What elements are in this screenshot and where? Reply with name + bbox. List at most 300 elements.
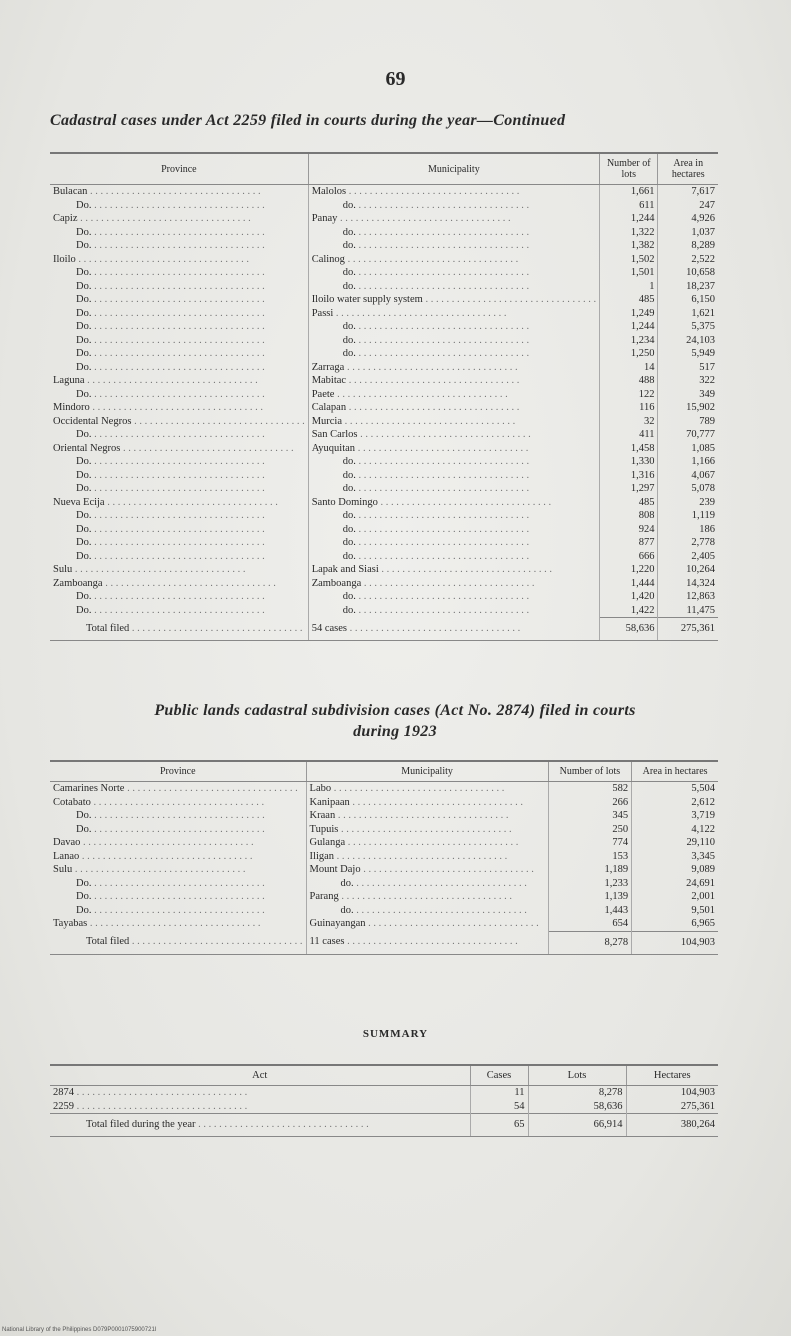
province-cell-text: Tayabas . . .	[53, 918, 261, 929]
lots-cell-text: 1,502	[630, 253, 655, 265]
act-cell-text: 2874 . . .	[53, 1087, 247, 1098]
lots-cell-text: 1,189	[604, 864, 629, 875]
lots-cell	[600, 590, 658, 604]
area-cell-text: 7,617	[691, 186, 715, 197]
total-province-cell-text: Total filed . . .	[86, 936, 303, 947]
area-cell	[658, 482, 718, 496]
hectares-cell-text: 275,361	[680, 1100, 715, 1112]
province-cell-text: Nueva Ecija . . .	[53, 497, 278, 508]
municipality-cell-text: Kanipaan . . .	[310, 797, 523, 808]
table-row	[50, 361, 718, 375]
province-cell	[50, 523, 308, 537]
lots-cell	[600, 577, 658, 591]
table-row	[50, 226, 718, 240]
province-cell-text: Davao . . .	[53, 837, 254, 848]
area-cell-text: 2,612	[691, 796, 715, 808]
table-row	[50, 455, 718, 469]
area-cell	[658, 509, 718, 523]
area-cell	[658, 280, 718, 294]
area-cell	[632, 850, 718, 864]
municipality-cell	[308, 253, 599, 267]
province-cell-text: Do. . . .	[76, 591, 265, 602]
municipality-cell-text: do. . . .	[343, 510, 529, 521]
area-cell-text: 12,863	[686, 591, 715, 602]
municipality-cell-text: Zamboanga . . .	[312, 578, 535, 589]
hectares-cell	[626, 1100, 718, 1114]
hectares-cell-text: 104,903	[680, 1087, 715, 1098]
municipality-cell-text: Calinog . . .	[312, 254, 519, 265]
total-lots-cell	[528, 1114, 626, 1137]
province-cell	[50, 782, 306, 796]
summary-table	[50, 1064, 718, 1137]
municipality-cell	[308, 523, 599, 537]
lots-cell	[548, 836, 632, 850]
municipality-cell-text: do. . . .	[343, 605, 529, 616]
province-cell-text: Do. . . .	[76, 551, 265, 562]
area-cell-text: 5,375	[691, 321, 715, 332]
province-cell-text: Iloilo . . .	[53, 254, 249, 265]
lots-cell-text: 654	[612, 918, 629, 929]
area-cell-text: 1,119	[691, 510, 715, 521]
col-header-hectares: Hectares	[626, 1065, 718, 1086]
municipality-cell-text: do. . . .	[343, 524, 529, 535]
province-cell-text: Capiz . . .	[53, 213, 251, 224]
area-cell	[658, 199, 718, 213]
municipality-cell-text: Mabitac . . .	[312, 375, 520, 386]
municipality-cell-text: do. . . .	[341, 905, 527, 916]
municipality-cell-text: Lapak and Siasi . . .	[312, 564, 552, 575]
lots-cell-text: 1,250	[630, 348, 655, 359]
lots-cell-text: 924	[638, 523, 655, 535]
lots-cell-text: 877	[638, 537, 655, 548]
table-row	[50, 496, 718, 510]
area-cell-text: 10,658	[686, 267, 715, 278]
municipality-cell	[308, 226, 599, 240]
province-cell	[50, 536, 308, 550]
area-cell-text: 789	[699, 415, 715, 427]
lots-cell	[528, 1086, 626, 1100]
municipality-cell	[306, 796, 548, 810]
table-row	[50, 577, 718, 591]
province-cell	[50, 823, 306, 837]
area-cell	[658, 523, 718, 537]
municipality-cell	[308, 199, 599, 213]
lots-cell-text: 808	[638, 510, 655, 521]
subdivision-table	[50, 760, 718, 955]
table-row	[50, 239, 718, 253]
lots-cell-text: 345	[612, 810, 629, 821]
lots-cell-text: 122	[638, 388, 655, 400]
lots-cell-text: 582	[612, 783, 629, 794]
municipality-cell-text: Calapan . . .	[312, 402, 520, 413]
table-row	[50, 401, 718, 415]
col-header-cases: Cases	[470, 1065, 528, 1086]
province-cell	[50, 550, 308, 564]
cases-cell	[470, 1086, 528, 1100]
province-cell	[50, 307, 308, 321]
table-row	[50, 307, 718, 321]
municipality-cell	[308, 428, 599, 442]
area-cell-text: 11,475	[686, 604, 715, 616]
province-cell-text: Camarines Norte . . .	[53, 783, 298, 794]
municipality-cell	[308, 212, 599, 226]
library-footer: National Library of the Philippines D079P0001075900721I	[2, 1327, 157, 1333]
lots-cell	[600, 563, 658, 577]
table-row	[50, 590, 718, 604]
province-cell-text: Bulacan . . .	[53, 186, 261, 197]
province-cell-text: Do. . . .	[76, 605, 265, 616]
total-cases-cell	[470, 1114, 528, 1137]
province-cell-text: Lanao . . .	[53, 851, 253, 862]
lots-cell	[548, 917, 632, 931]
province-cell	[50, 604, 308, 618]
municipality-cell	[308, 509, 599, 523]
area-cell-text: 5,078	[691, 483, 715, 494]
area-cell	[658, 388, 718, 402]
municipality-cell-text: do. . . .	[343, 335, 529, 346]
municipality-cell-text: do. . . .	[343, 281, 529, 292]
municipality-cell	[306, 863, 548, 877]
area-cell	[658, 604, 718, 618]
province-cell	[50, 253, 308, 267]
lots-cell-text: 116	[639, 402, 655, 413]
lots-cell-text: 1,661	[630, 186, 655, 197]
lots-cell	[600, 374, 658, 388]
lots-cell-text: 411	[639, 429, 655, 440]
lots-cell-text: 58,636	[593, 1100, 623, 1112]
province-cell	[50, 239, 308, 253]
municipality-cell	[308, 185, 599, 199]
province-cell	[50, 917, 306, 931]
lots-cell-text: 1	[649, 280, 655, 292]
table-row	[50, 482, 718, 496]
municipality-cell	[308, 388, 599, 402]
province-cell	[50, 293, 308, 307]
municipality-cell	[306, 809, 548, 823]
province-cell	[50, 185, 308, 199]
table-row	[50, 266, 718, 280]
municipality-cell-text: do. . . .	[343, 483, 529, 494]
municipality-cell	[306, 890, 548, 904]
lots-cell	[600, 469, 658, 483]
municipality-cell	[306, 782, 548, 796]
area-cell-text: 9,501	[691, 904, 715, 916]
lots-cell-text: 1,244	[630, 321, 655, 332]
area-cell	[658, 212, 718, 226]
lots-cell	[600, 442, 658, 456]
province-cell	[50, 334, 308, 348]
municipality-cell-text: Iligan . . .	[310, 851, 508, 862]
province-cell	[50, 455, 308, 469]
lots-cell-text: 32	[643, 415, 655, 427]
municipality-cell-text: Iloilo water supply system . . .	[312, 294, 596, 305]
lots-cell	[600, 482, 658, 496]
province-cell-text: Do. . . .	[76, 470, 265, 481]
province-cell-text: Do. . . .	[76, 335, 265, 346]
municipality-cell	[306, 877, 548, 891]
municipality-cell-text: Santo Domingo . . .	[312, 497, 551, 508]
area-cell-text: 1,037	[691, 226, 715, 238]
area-cell	[658, 239, 718, 253]
lots-cell	[600, 293, 658, 307]
summary-table-section	[50, 1064, 718, 1137]
total-province-cell-text: Total filed . . .	[86, 623, 303, 634]
lots-cell	[600, 320, 658, 334]
table-row	[50, 836, 718, 850]
province-cell	[50, 388, 308, 402]
province-cell-text: Laguna . . .	[53, 375, 258, 386]
table-row	[50, 509, 718, 523]
cadastral-table-header	[50, 153, 718, 185]
total-row	[50, 931, 718, 954]
lots-cell-text: 1,382	[630, 240, 655, 251]
municipality-cell	[308, 536, 599, 550]
table-row	[50, 320, 718, 334]
cases-cell	[470, 1100, 528, 1114]
area-cell	[632, 863, 718, 877]
province-cell-text: Do. . . .	[76, 810, 265, 821]
area-cell	[632, 809, 718, 823]
table-row	[50, 334, 718, 348]
area-cell-text: 14,324	[686, 577, 715, 589]
province-cell-text: Do. . . .	[76, 456, 265, 467]
total-lots-cell-text: 66,914	[593, 1119, 623, 1130]
table-row	[50, 782, 718, 796]
total-row	[50, 618, 718, 641]
municipality-cell-text: do. . . .	[343, 591, 529, 602]
subdivision-title-line1: Public lands cadastral subdivision cases (Act No. 2874) filed in courts	[154, 702, 636, 719]
area-cell-text: 349	[699, 388, 715, 400]
area-cell-text: 9,089	[691, 864, 715, 875]
lots-cell-text: 1,422	[630, 604, 655, 616]
lots-cell	[600, 509, 658, 523]
table-row	[50, 523, 718, 537]
province-cell-text: Do. . . .	[76, 200, 265, 211]
area-cell-text: 24,691	[686, 877, 715, 889]
province-cell	[50, 482, 308, 496]
province-cell-text: Do. . . .	[76, 281, 265, 292]
area-cell-text: 186	[699, 523, 715, 535]
province-cell	[50, 361, 308, 375]
area-cell-text: 2,001	[691, 891, 715, 902]
lots-cell	[600, 550, 658, 564]
province-cell-text: Do. . . .	[76, 510, 265, 521]
area-cell	[658, 253, 718, 267]
area-cell-text: 8,289	[691, 240, 715, 251]
table-row	[50, 428, 718, 442]
col-header-lots: Lots	[528, 1065, 626, 1086]
lots-cell-text: 485	[638, 496, 655, 508]
province-cell	[50, 415, 308, 429]
municipality-cell-text: Murcia . . .	[312, 416, 516, 427]
municipality-cell	[308, 577, 599, 591]
municipality-cell-text: Kraan . . .	[310, 810, 509, 821]
lots-cell-text: 1,444	[630, 577, 655, 589]
subdivision-table-section	[50, 760, 718, 955]
table-row	[50, 550, 718, 564]
lots-cell	[600, 280, 658, 294]
area-cell	[658, 266, 718, 280]
province-cell-text: Do. . . .	[76, 321, 265, 332]
act-cell-text: 2259 . . .	[53, 1101, 247, 1112]
province-cell-text: Sulu . . .	[53, 564, 246, 575]
province-cell	[50, 890, 306, 904]
table-row	[50, 604, 718, 618]
table-row	[50, 796, 718, 810]
lots-cell-text: 1,322	[630, 226, 655, 238]
province-cell	[50, 442, 308, 456]
area-cell-text: 2,405	[691, 550, 715, 562]
municipality-cell-text: do. . . .	[343, 456, 529, 467]
summary-table-body	[50, 1086, 718, 1137]
total-lots-cell-text: 58,636	[625, 623, 655, 634]
cases-cell-text: 54	[514, 1100, 525, 1112]
municipality-cell	[306, 917, 548, 931]
cadastral-table-section	[50, 152, 718, 641]
lots-cell	[600, 199, 658, 213]
subdivision-title-line2: during 1923	[353, 723, 437, 740]
province-cell	[50, 563, 308, 577]
lots-cell	[548, 863, 632, 877]
province-cell	[50, 496, 308, 510]
lots-cell	[600, 334, 658, 348]
table-row	[50, 1100, 718, 1114]
area-cell-text: 2,522	[691, 253, 715, 265]
table-row	[50, 293, 718, 307]
municipality-cell-text: Labo . . .	[310, 783, 505, 794]
lots-cell	[600, 266, 658, 280]
total-area-cell-text: 275,361	[680, 623, 715, 634]
province-cell	[50, 428, 308, 442]
municipality-cell	[308, 590, 599, 604]
province-cell-text: Do. . . .	[76, 429, 265, 440]
area-cell	[632, 890, 718, 904]
col-header-province: Province	[50, 761, 306, 782]
province-cell	[50, 863, 306, 877]
total-area-cell	[632, 931, 718, 954]
lots-cell-text: 1,234	[630, 334, 655, 346]
lots-cell-text: 1,501	[630, 267, 655, 278]
area-cell	[632, 877, 718, 891]
lots-cell	[600, 307, 658, 321]
province-cell-text: Do. . . .	[76, 240, 265, 251]
municipality-cell-text: Panay . . .	[312, 213, 511, 224]
municipality-cell-text: Tupuis . . .	[310, 824, 512, 835]
table-row	[50, 347, 718, 361]
province-cell	[50, 266, 308, 280]
province-cell-text: Do. . . .	[76, 308, 265, 319]
municipality-cell-text: Guinayangan . . .	[310, 918, 539, 929]
lots-cell	[600, 388, 658, 402]
municipality-cell	[308, 550, 599, 564]
municipality-cell	[308, 361, 599, 375]
municipality-cell-text: do. . . .	[343, 267, 529, 278]
area-cell	[632, 904, 718, 918]
lots-cell	[548, 877, 632, 891]
municipality-cell-text: Passi . . .	[312, 308, 507, 319]
municipality-cell-text: do. . . .	[343, 240, 529, 251]
table-row	[50, 877, 718, 891]
act-cell	[50, 1100, 470, 1114]
municipality-cell	[308, 415, 599, 429]
municipality-cell-text: Paete . . .	[312, 389, 508, 400]
lots-cell-text: 14	[643, 361, 655, 373]
province-cell	[50, 199, 308, 213]
lots-cell-text: 1,249	[630, 307, 655, 319]
province-cell-text: Cotabato . . .	[53, 797, 264, 808]
province-cell	[50, 347, 308, 361]
table-row	[50, 536, 718, 550]
province-cell	[50, 469, 308, 483]
municipality-cell-text: do. . . .	[343, 200, 529, 211]
area-cell-text: 15,902	[686, 402, 715, 413]
province-cell	[50, 904, 306, 918]
municipality-cell	[308, 455, 599, 469]
province-cell-text: Do. . . .	[76, 524, 265, 535]
table-row	[50, 469, 718, 483]
municipality-cell	[308, 374, 599, 388]
subdivision-table-title	[50, 700, 740, 742]
province-cell-text: Do. . . .	[76, 891, 265, 902]
lots-cell-text: 485	[638, 294, 655, 305]
col-header-lots: Number of lots	[600, 153, 658, 185]
lots-cell	[548, 809, 632, 823]
area-cell-text: 29,110	[686, 837, 715, 848]
lots-cell-text: 266	[612, 796, 629, 808]
municipality-cell	[308, 401, 599, 415]
municipality-cell-text: San Carlos . . .	[312, 429, 531, 440]
total-province-cell	[50, 618, 308, 641]
area-cell	[658, 185, 718, 199]
municipality-cell	[308, 482, 599, 496]
province-cell-text: Do. . . .	[76, 824, 265, 835]
col-header-area: Area in hectares	[658, 153, 718, 185]
area-cell	[632, 782, 718, 796]
area-cell-text: 322	[699, 375, 715, 386]
area-cell-text: 1,166	[691, 456, 715, 467]
area-cell	[632, 796, 718, 810]
total-province-cell	[50, 931, 306, 954]
act-cell	[50, 1086, 470, 1100]
total-lots-cell-text: 8,278	[604, 936, 629, 948]
table-row	[50, 185, 718, 199]
lots-cell	[548, 796, 632, 810]
table-row	[50, 374, 718, 388]
province-cell	[50, 590, 308, 604]
table-row	[50, 388, 718, 402]
area-cell-text: 70,777	[686, 429, 715, 440]
table-row	[50, 850, 718, 864]
table-row	[50, 890, 718, 904]
province-cell	[50, 509, 308, 523]
municipality-cell-text: do. . . .	[343, 551, 529, 562]
lots-cell-text: 1,443	[604, 904, 629, 916]
lots-cell	[600, 415, 658, 429]
lots-cell-text: 1,139	[604, 891, 629, 902]
table-row	[50, 280, 718, 294]
province-cell-text: Occidental Negros . . .	[53, 416, 305, 427]
lots-cell	[548, 850, 632, 864]
total-lots-cell	[600, 618, 658, 641]
municipality-cell-text: do. . . .	[341, 878, 527, 889]
lots-cell	[600, 347, 658, 361]
province-cell	[50, 320, 308, 334]
lots-cell-text: 1,316	[630, 469, 655, 481]
area-cell	[658, 469, 718, 483]
lots-cell	[600, 523, 658, 537]
total-area-cell	[658, 618, 718, 641]
area-cell-text: 517	[699, 361, 715, 373]
